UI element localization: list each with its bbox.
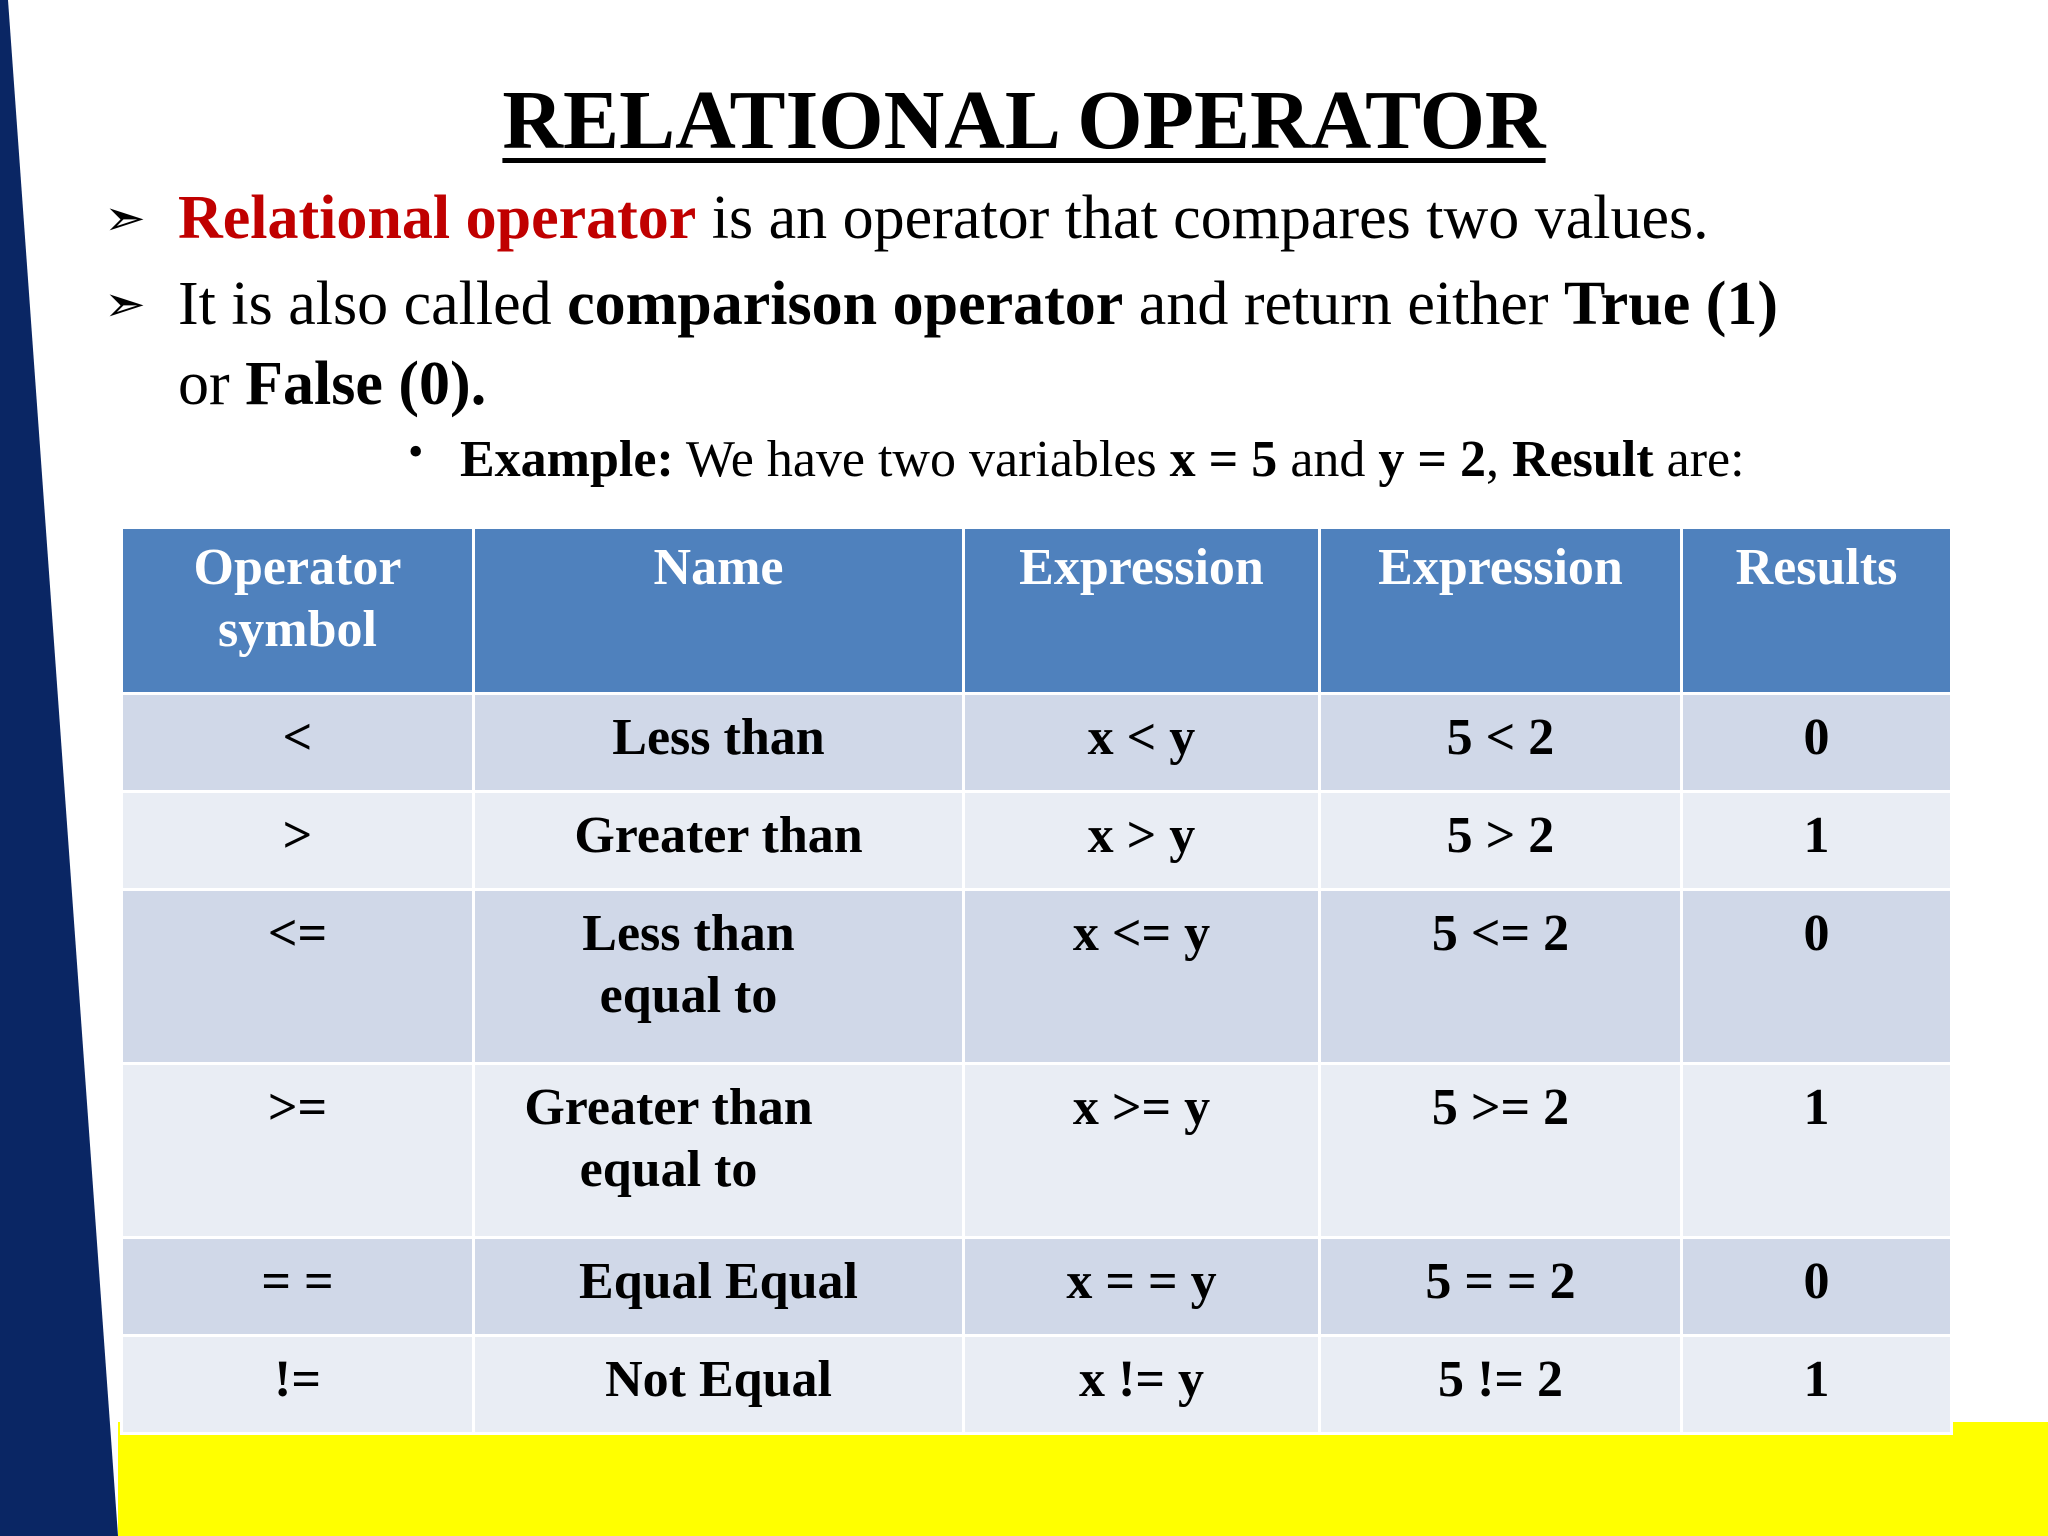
cell-result: 1 bbox=[1682, 1064, 1952, 1238]
header-results: Results bbox=[1682, 528, 1952, 694]
dot-bullet-icon: • bbox=[408, 427, 424, 476]
cell-result: 0 bbox=[1682, 890, 1952, 1064]
cell-result: 0 bbox=[1682, 1238, 1952, 1336]
cell-expression: x > y bbox=[964, 792, 1320, 890]
cell-name: Less than equal to bbox=[474, 890, 964, 1064]
cell-expression: x != y bbox=[964, 1336, 1320, 1434]
arrow-bullet-icon: ➣ bbox=[104, 276, 146, 332]
cell-result: 0 bbox=[1682, 694, 1952, 792]
cell-name: Less than bbox=[474, 694, 964, 792]
cell-result: 1 bbox=[1682, 792, 1952, 890]
page-title: RELATIONAL OPERATOR bbox=[502, 74, 1546, 167]
cell-expression: x < y bbox=[964, 694, 1320, 792]
cell-name: Not Equal bbox=[474, 1336, 964, 1434]
cell-symbol: < bbox=[122, 694, 474, 792]
table-row bbox=[122, 1064, 1952, 1238]
header-operator-symbol: Operator symbol bbox=[122, 528, 474, 694]
cell-value-expression: 5 < 2 bbox=[1320, 694, 1682, 792]
header-expression-values: Expression bbox=[1320, 528, 1682, 694]
cell-symbol: != bbox=[122, 1336, 474, 1434]
header-name: Name bbox=[474, 528, 964, 694]
cell-symbol: <= bbox=[122, 890, 474, 1064]
cell-expression: x = = y bbox=[964, 1238, 1320, 1336]
cell-value-expression: 5 > 2 bbox=[1320, 792, 1682, 890]
table-row bbox=[122, 1238, 1952, 1336]
cell-expression: x <= y bbox=[964, 890, 1320, 1064]
arrow-bullet-icon: ➣ bbox=[104, 190, 146, 246]
relational-operator-table bbox=[120, 526, 1953, 1435]
table-row bbox=[122, 890, 1952, 1064]
table-header-row bbox=[122, 528, 1952, 694]
bottom-yellow-band bbox=[118, 1422, 2048, 1536]
cell-value-expression: 5 = = 2 bbox=[1320, 1238, 1682, 1336]
cell-value-expression: 5 != 2 bbox=[1320, 1336, 1682, 1434]
cell-symbol: = = bbox=[122, 1238, 474, 1336]
cell-name: Greater than equal to bbox=[474, 1064, 964, 1238]
table-row bbox=[122, 1336, 1952, 1434]
cell-name: Greater than bbox=[474, 792, 964, 890]
header-expression: Expression bbox=[964, 528, 1320, 694]
table-row bbox=[122, 694, 1952, 792]
cell-symbol: >= bbox=[122, 1064, 474, 1238]
left-navy-bar bbox=[0, 0, 120, 1536]
cell-value-expression: 5 >= 2 bbox=[1320, 1064, 1682, 1238]
cell-symbol: > bbox=[122, 792, 474, 890]
cell-expression: x >= y bbox=[964, 1064, 1320, 1238]
cell-result: 1 bbox=[1682, 1336, 1952, 1434]
cell-value-expression: 5 <= 2 bbox=[1320, 890, 1682, 1064]
table-row bbox=[122, 792, 1952, 890]
cell-name: Equal Equal bbox=[474, 1238, 964, 1336]
